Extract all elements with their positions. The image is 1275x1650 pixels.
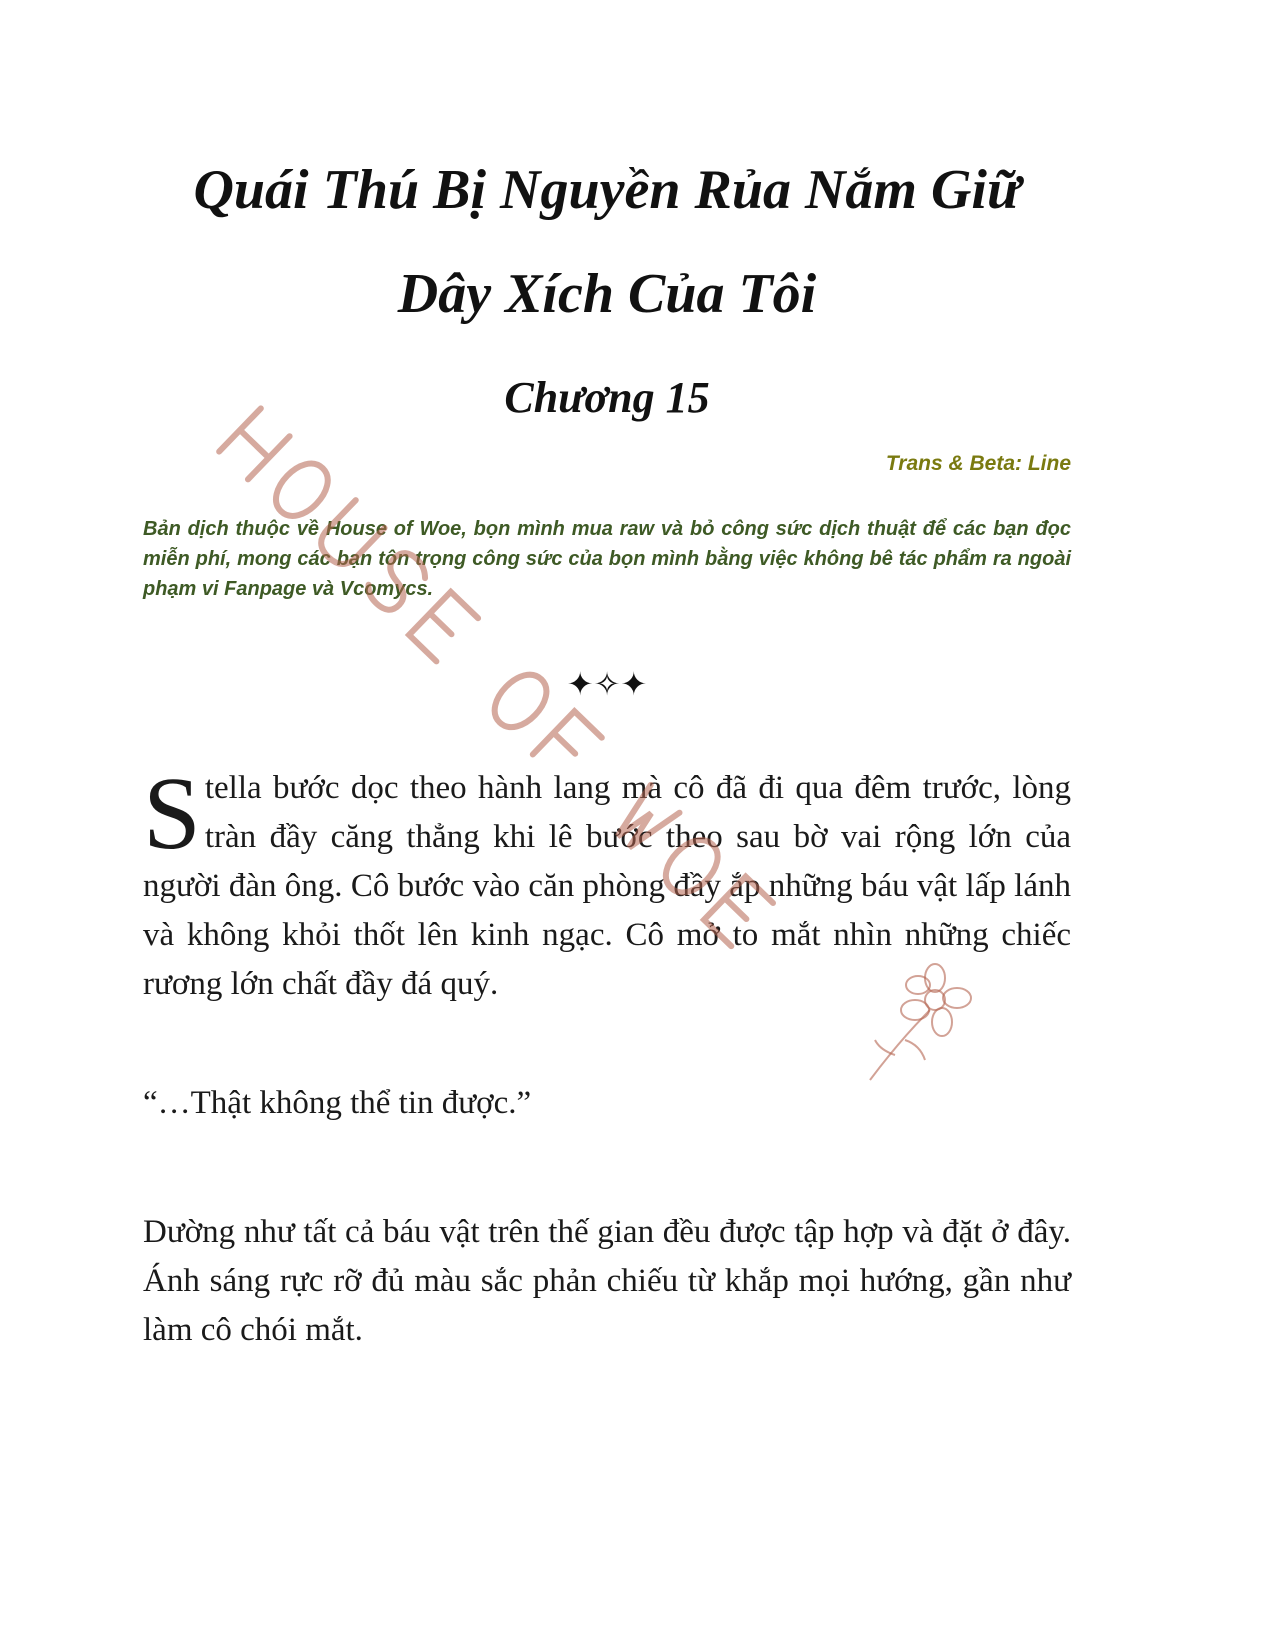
translator-credit: Trans & Beta: Line (885, 452, 1071, 475)
title-line-2: Dây Xích Của Tôi (397, 263, 817, 325)
chapter-heading: Chương 15 (504, 373, 710, 422)
section-divider: ✦✧✦ (566, 665, 648, 703)
page-content (143, 150, 1071, 1355)
drop-cap: S (143, 756, 201, 871)
paragraph-3: Dường như tất cả báu vật trên thế gian đều được tập hợp và đặt ở đây. Ánh sáng rực rỡ đủ màu sắc phản chiếu từ khắp mọi hướng, gần như làm cô chói mắt. (143, 1214, 1071, 1348)
title-line-1: Quái Thú Bị Nguyền Rủa Nắm Giữ (193, 159, 1021, 221)
paragraph-2: “…Thật không thể tin được.” (143, 1085, 532, 1121)
copyright-notice: Bản dịch thuộc về House of Woe, bọn mình mua raw và bỏ công sức dịch thuật để các bạn đọc miễn phí, mong các bạn tôn trọng công sức của bọn mình bằng việc không bê tác phẩm ra ngoài phạm vi Fanpage và Vcomycs. (143, 518, 1071, 600)
paragraph-1 (143, 756, 1071, 1009)
paragraph-1-text: tella bước dọc theo hành lang mà cô đã đi qua đêm trước, lòng tràn đầy căng thẳng khi lê bước theo sau bờ vai rộng lớn của người đàn ông. Cô bước vào căn phòng đầy ắp những báu vật lấp lánh và không khỏi thốt lên kinh ngạc. Cô mở to mắt nhìn những chiếc rương lớn chất đầy đá quý. (143, 770, 1071, 1002)
